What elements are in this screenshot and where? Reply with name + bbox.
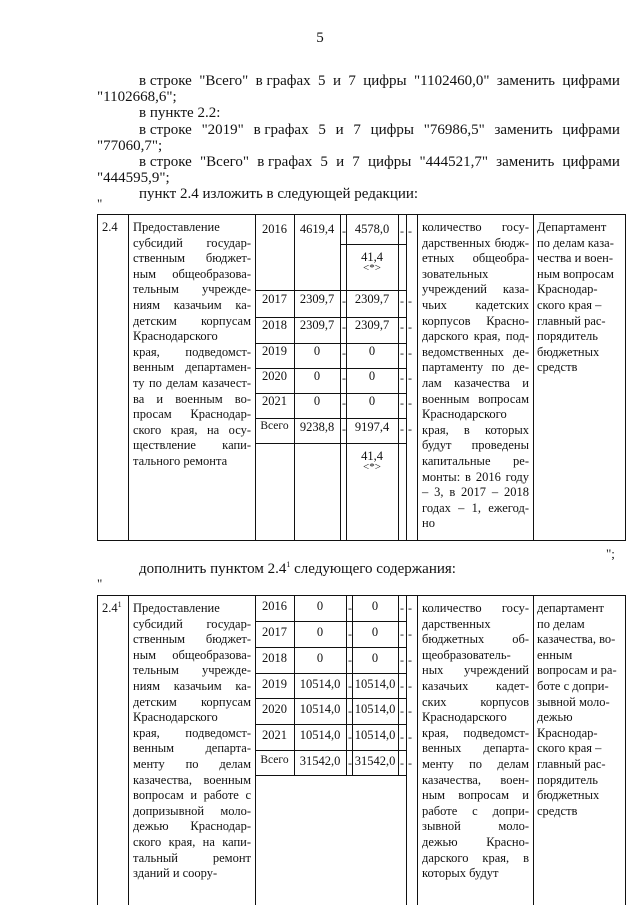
result-line: работе с допри- — [422, 803, 529, 818]
executor-line: дежью — [537, 710, 573, 725]
paragraph-line — [139, 73, 620, 90]
result-line: дежью Красно- — [422, 835, 529, 849]
word: "76986,5" — [423, 122, 485, 138]
word: 5 — [320, 154, 328, 170]
word: "2019" — [201, 122, 244, 138]
row-value-budget: 4578,0 — [354, 222, 390, 236]
result-line: щеобразователь- — [422, 647, 511, 662]
row-dash: - — [348, 756, 352, 770]
row-value-total: 0 — [316, 625, 324, 639]
description-line: менту по делам — [133, 757, 251, 771]
data-row-border — [255, 621, 407, 622]
row-dash: - — [400, 704, 404, 718]
description-line: Предоставление — [133, 220, 220, 234]
description-line: тального ремонта — [133, 454, 228, 468]
row-dash: - — [348, 704, 352, 718]
executor-line: Краснодар- — [537, 282, 598, 297]
description-line: Предоставление — [133, 601, 220, 615]
item-number-text: 2.4 — [102, 220, 118, 234]
paragraph-line — [139, 154, 620, 171]
executor-line: Краснодар- — [537, 725, 598, 740]
word: "1102460,0" — [414, 73, 490, 89]
word: заменить — [496, 73, 556, 89]
table-column-border — [533, 595, 534, 905]
row-dash: - — [342, 396, 346, 410]
row-dash: - — [400, 320, 404, 334]
executor-line: енным — [537, 647, 573, 662]
row-dash: - — [408, 679, 412, 693]
paragraph-line — [139, 186, 418, 203]
executor-line: ным вопросам — [537, 266, 614, 281]
executor-line: порядитель — [537, 772, 598, 787]
row-value-total: 10514,0 — [299, 702, 341, 716]
row-dash: - — [348, 627, 352, 641]
description-line: ственным бюджет- — [133, 632, 251, 647]
row-value-budget: 0 — [371, 651, 379, 665]
description-line: края, подведомст- — [133, 725, 251, 740]
row-value-total: 0 — [313, 394, 321, 408]
extra-value: 41,4 — [361, 449, 383, 463]
description-line: ственным бюджет- — [133, 251, 251, 266]
description-line: зданий и соору- — [133, 866, 218, 881]
row-value-total: 0 — [313, 369, 321, 383]
result-line: количество госу- — [422, 601, 529, 615]
row-dash: - — [408, 422, 412, 436]
result-line: партаменту по де- — [422, 360, 529, 375]
description-line: ту по делам казачест- — [133, 376, 251, 390]
item-number-text: 2.4 — [102, 601, 118, 615]
row-value-total: 0 — [316, 599, 324, 613]
result-line: казачества, воен- — [422, 772, 529, 787]
paragraph-line — [139, 105, 220, 122]
result-line: – 3, в 2017 – 2018 — [422, 485, 529, 500]
executor-line: казачества, во- — [537, 632, 616, 647]
executor-line: ского края – — [537, 298, 602, 312]
table-column-border — [97, 595, 98, 905]
result-line: Краснодарского — [422, 710, 507, 725]
row-dash: - — [408, 371, 412, 385]
row-dash: - — [348, 679, 352, 693]
row-dash: - — [408, 704, 412, 718]
data-row-border — [255, 418, 407, 419]
description-line: дежью Краснодар- — [133, 819, 251, 834]
row-value-budget: 10514,0 — [354, 728, 396, 742]
word: цифрами — [562, 122, 620, 138]
result-line: лам казачества и — [422, 376, 529, 390]
executor-line: вопросам и ра- — [537, 663, 617, 678]
executor-line: главный рас- — [537, 313, 606, 328]
add-point-tail: следующего содержания: — [290, 561, 456, 577]
description-line: Краснодарского — [133, 329, 218, 344]
add-point-main: дополнить пунктом 2.4 — [139, 561, 287, 577]
table-column-border — [625, 214, 626, 540]
description-line: детским корпусам — [133, 694, 251, 709]
row-value-total: 10514,0 — [299, 677, 341, 691]
add-point-sup: 1 — [286, 560, 291, 569]
table-top-border — [97, 595, 626, 596]
word: в графах — [257, 154, 313, 170]
description-line: тальный ремонт — [133, 850, 251, 865]
result-line: Краснодарского — [422, 407, 507, 422]
row-dash: - — [342, 422, 346, 436]
quote-open: " — [97, 196, 103, 211]
row-year: 2016 — [262, 222, 287, 236]
row-year: Всего — [260, 420, 289, 432]
result-line: чьих кадетских — [422, 298, 529, 312]
executor-line: зывной моло- — [537, 694, 610, 709]
description-line: ского края, на капи- — [133, 835, 251, 849]
result-line: ных учреждений — [422, 663, 529, 678]
row-dash: - — [400, 294, 404, 308]
word: пункт 2.4 изложить в следующей редакции: — [139, 186, 419, 202]
row-dash: - — [348, 601, 352, 615]
result-line: дарственных бюдж- — [422, 235, 529, 250]
row-year: 2016 — [262, 599, 287, 613]
word: заменить — [494, 122, 553, 138]
row-value-budget: 10514,0 — [354, 702, 396, 716]
executor-line: порядитель — [537, 329, 598, 344]
result-line: ских корпусов — [422, 694, 529, 709]
data-row-border — [255, 724, 407, 725]
extra-mark: <*> — [363, 262, 381, 274]
word: и — [335, 122, 344, 138]
quote-open-2: " — [97, 576, 103, 591]
row-year: 2020 — [262, 369, 287, 383]
result-line: зовательных — [422, 266, 489, 281]
extra-value: 41,4 — [361, 250, 383, 264]
table-column-border — [533, 214, 534, 540]
result-line: венных департа- — [422, 741, 529, 756]
description-line: Краснодарского — [133, 710, 218, 725]
result-line: будут проведены — [422, 438, 529, 453]
executor-line: чества и воен- — [537, 251, 614, 266]
row-year: 2017 — [262, 625, 287, 639]
row-value-budget: 9197,4 — [354, 420, 390, 434]
row-dash: - — [348, 653, 352, 667]
description-line: ществление капи- — [133, 438, 251, 453]
row-year: 2021 — [262, 728, 287, 742]
result-line: которых будут — [422, 866, 499, 881]
row-year: 2021 — [262, 394, 287, 408]
data-row-border — [255, 290, 407, 291]
row-dash: - — [400, 422, 404, 436]
word: цифрами — [562, 73, 620, 89]
paragraph-continuation: "1102668,6"; — [97, 89, 177, 105]
description-line: детским корпусам — [133, 313, 251, 328]
data-row-border — [255, 775, 407, 776]
description-line: вопросам и работе с — [133, 788, 251, 803]
word: и — [336, 154, 345, 170]
table-column-border — [417, 214, 418, 540]
result-line: ведомственных де- — [422, 344, 529, 359]
table-column-border — [625, 595, 626, 905]
description-line: просам Краснодар- — [133, 407, 251, 422]
data-row-border — [255, 698, 407, 699]
row-value-total: 0 — [316, 651, 324, 665]
row-year: 2017 — [262, 292, 287, 306]
result-line: зывной моло- — [422, 819, 529, 834]
row-dash: - — [342, 320, 346, 334]
row-year: 2019 — [262, 677, 287, 691]
page-number: 5 — [316, 30, 324, 46]
add-point-text — [139, 561, 456, 578]
word: 7 — [353, 122, 361, 138]
word: и — [332, 73, 341, 89]
row-dash: - — [408, 627, 412, 641]
result-line: капитальные ре- — [422, 454, 529, 468]
row-value-total: 2309,7 — [299, 318, 335, 332]
paragraph-line — [139, 122, 620, 139]
row-value-budget: 0 — [368, 369, 376, 383]
data-column-border — [398, 214, 399, 540]
row-value-budget: 0 — [371, 625, 379, 639]
result-line: учреждений каза- — [422, 282, 529, 297]
description-line: ва и военным во- — [133, 391, 251, 406]
row-dash: - — [400, 627, 404, 641]
executor-line: департамент — [537, 601, 605, 615]
executor-line: средств — [537, 803, 578, 818]
result-line: казачьих кадет- — [422, 679, 529, 693]
row-value-total: 4619,4 — [299, 222, 335, 236]
description-line: субсидий государ- — [133, 235, 251, 250]
word: "Всего" — [199, 154, 250, 170]
executor-line: средств — [537, 360, 578, 375]
row-dash: - — [408, 224, 412, 238]
row-value-budget: 10514,0 — [354, 677, 396, 691]
description-line: ниям казачьим ка- — [133, 679, 251, 693]
result-line: края, в которых — [422, 422, 529, 437]
row-value-budget: 0 — [371, 599, 379, 613]
row-dash: - — [400, 371, 404, 385]
description-line: тельным учрежде- — [133, 663, 251, 678]
result-line: менту по делам — [422, 757, 529, 771]
result-line: годах – 1, ежегод- — [422, 500, 529, 515]
row-dash: - — [408, 730, 412, 744]
row-dash: - — [408, 396, 412, 410]
item-number — [102, 601, 122, 617]
word: в строке — [139, 122, 192, 138]
result-line: дарского края, под- — [422, 329, 529, 344]
word: 7 — [348, 73, 356, 89]
description-line: допризывной моло- — [133, 803, 251, 818]
description-line: венным департа- — [133, 741, 251, 756]
table-column-border — [128, 214, 129, 540]
word: в графах — [253, 122, 309, 138]
word: 5 — [318, 73, 326, 89]
row-dash: - — [342, 294, 346, 308]
word: цифры — [367, 154, 412, 170]
result-line: бюджетных об- — [422, 632, 529, 647]
extra-mark: <*> — [363, 461, 381, 473]
row-dash: - — [342, 224, 346, 238]
result-line: количество госу- — [422, 220, 529, 234]
word: 5 — [318, 122, 326, 138]
row-dash: - — [400, 756, 404, 770]
table-column-border — [128, 595, 129, 905]
item-number-sup: 1 — [117, 599, 122, 609]
row-dash: - — [400, 730, 404, 744]
word: цифры — [363, 73, 407, 89]
executor-line: Департамент — [537, 220, 607, 234]
row-year: 2019 — [262, 344, 287, 358]
executor-line: главный рас- — [537, 757, 606, 771]
word: в графах — [255, 73, 311, 89]
row-dash: - — [342, 371, 346, 385]
description-line: казачества, военным — [133, 772, 251, 787]
data-row-border — [255, 750, 407, 751]
result-line: края, подведомст- — [422, 725, 529, 740]
row-dash: - — [348, 730, 352, 744]
description-line: ского края, на осу- — [133, 422, 251, 437]
result-line: дарственных — [422, 616, 491, 631]
result-line: монты: в 2016 году — [422, 469, 529, 484]
word: заменить — [496, 154, 555, 170]
description-line: ниям казачьим ка- — [133, 298, 251, 312]
paragraph-continuation: "444595,9"; — [97, 170, 170, 186]
word: цифрами — [562, 154, 620, 170]
executor-line: бюджетных — [537, 344, 600, 359]
result-line: но — [422, 516, 435, 531]
row-dash: - — [400, 396, 404, 410]
result-line: дарского края, в — [422, 850, 529, 865]
row-value-total: 9238,8 — [299, 420, 335, 434]
table-top-border — [97, 214, 626, 215]
result-line: корпусов Красно- — [422, 313, 529, 328]
row-year: 2020 — [262, 702, 287, 716]
data-row-border — [255, 647, 407, 648]
row-dash: - — [400, 653, 404, 667]
result-line: етных общеобра- — [422, 251, 529, 266]
row-dash: - — [400, 224, 404, 238]
row-value-total: 2309,7 — [299, 292, 335, 306]
row-value-budget: 0 — [368, 394, 376, 408]
description-line: венным департамен- — [133, 360, 251, 375]
data-column-border — [398, 595, 399, 775]
table-column-border — [97, 214, 98, 540]
row-value-total: 10514,0 — [299, 728, 341, 742]
row-dash: - — [408, 320, 412, 334]
description-line: ным общеобразова- — [133, 266, 251, 281]
quote-close: "; — [606, 546, 615, 561]
word: в пункте 2.2: — [139, 105, 221, 121]
row-value-budget: 2309,7 — [354, 292, 390, 306]
row-value-total: 31542,0 — [299, 754, 341, 768]
description-line: тельным учрежде- — [133, 282, 251, 297]
description-line: ным общеобразова- — [133, 647, 251, 662]
row-dash: - — [400, 346, 404, 360]
result-line: военным вопросам — [422, 391, 529, 406]
word: "444521,7" — [419, 154, 488, 170]
result-line: ным вопросам и — [422, 788, 529, 803]
row-dash: - — [408, 346, 412, 360]
row-value-total: 0 — [313, 344, 321, 358]
data-column-border — [340, 214, 341, 540]
row-dash: - — [342, 346, 346, 360]
item-number — [102, 220, 118, 236]
paragraph-continuation: "77060,7"; — [97, 138, 163, 154]
description-line: субсидий государ- — [133, 616, 251, 631]
word: 7 — [352, 154, 360, 170]
row-year: 2018 — [262, 651, 287, 665]
executor-line: ского края – — [537, 741, 602, 756]
extra-row-border — [340, 443, 407, 444]
extra-row-border — [340, 244, 407, 245]
word: цифры — [370, 122, 414, 138]
executor-line: боте с допри- — [537, 679, 609, 693]
row-dash: - — [408, 601, 412, 615]
row-year: 2018 — [262, 318, 287, 332]
row-value-budget: 0 — [368, 344, 376, 358]
data-row-border — [255, 673, 407, 674]
row-value-budget: 2309,7 — [354, 318, 390, 332]
row-dash: - — [408, 756, 412, 770]
word: в строке — [139, 154, 192, 170]
data-column-border — [346, 595, 347, 775]
row-dash: - — [400, 679, 404, 693]
row-year: Всего — [260, 754, 289, 766]
executor-line: по делам каза- — [537, 235, 614, 250]
table-bottom-border — [97, 540, 626, 541]
row-value-budget: 31542,0 — [354, 754, 396, 768]
executor-line: бюджетных — [537, 788, 600, 803]
word: в строке — [139, 73, 192, 89]
row-dash: - — [400, 601, 404, 615]
word: "Всего" — [199, 73, 249, 89]
description-line: края, подведомст- — [133, 344, 251, 359]
executor-line: по делам — [537, 616, 585, 631]
row-dash: - — [408, 653, 412, 667]
row-dash: - — [408, 294, 412, 308]
table-column-border — [406, 214, 407, 540]
table-column-border — [417, 595, 418, 905]
